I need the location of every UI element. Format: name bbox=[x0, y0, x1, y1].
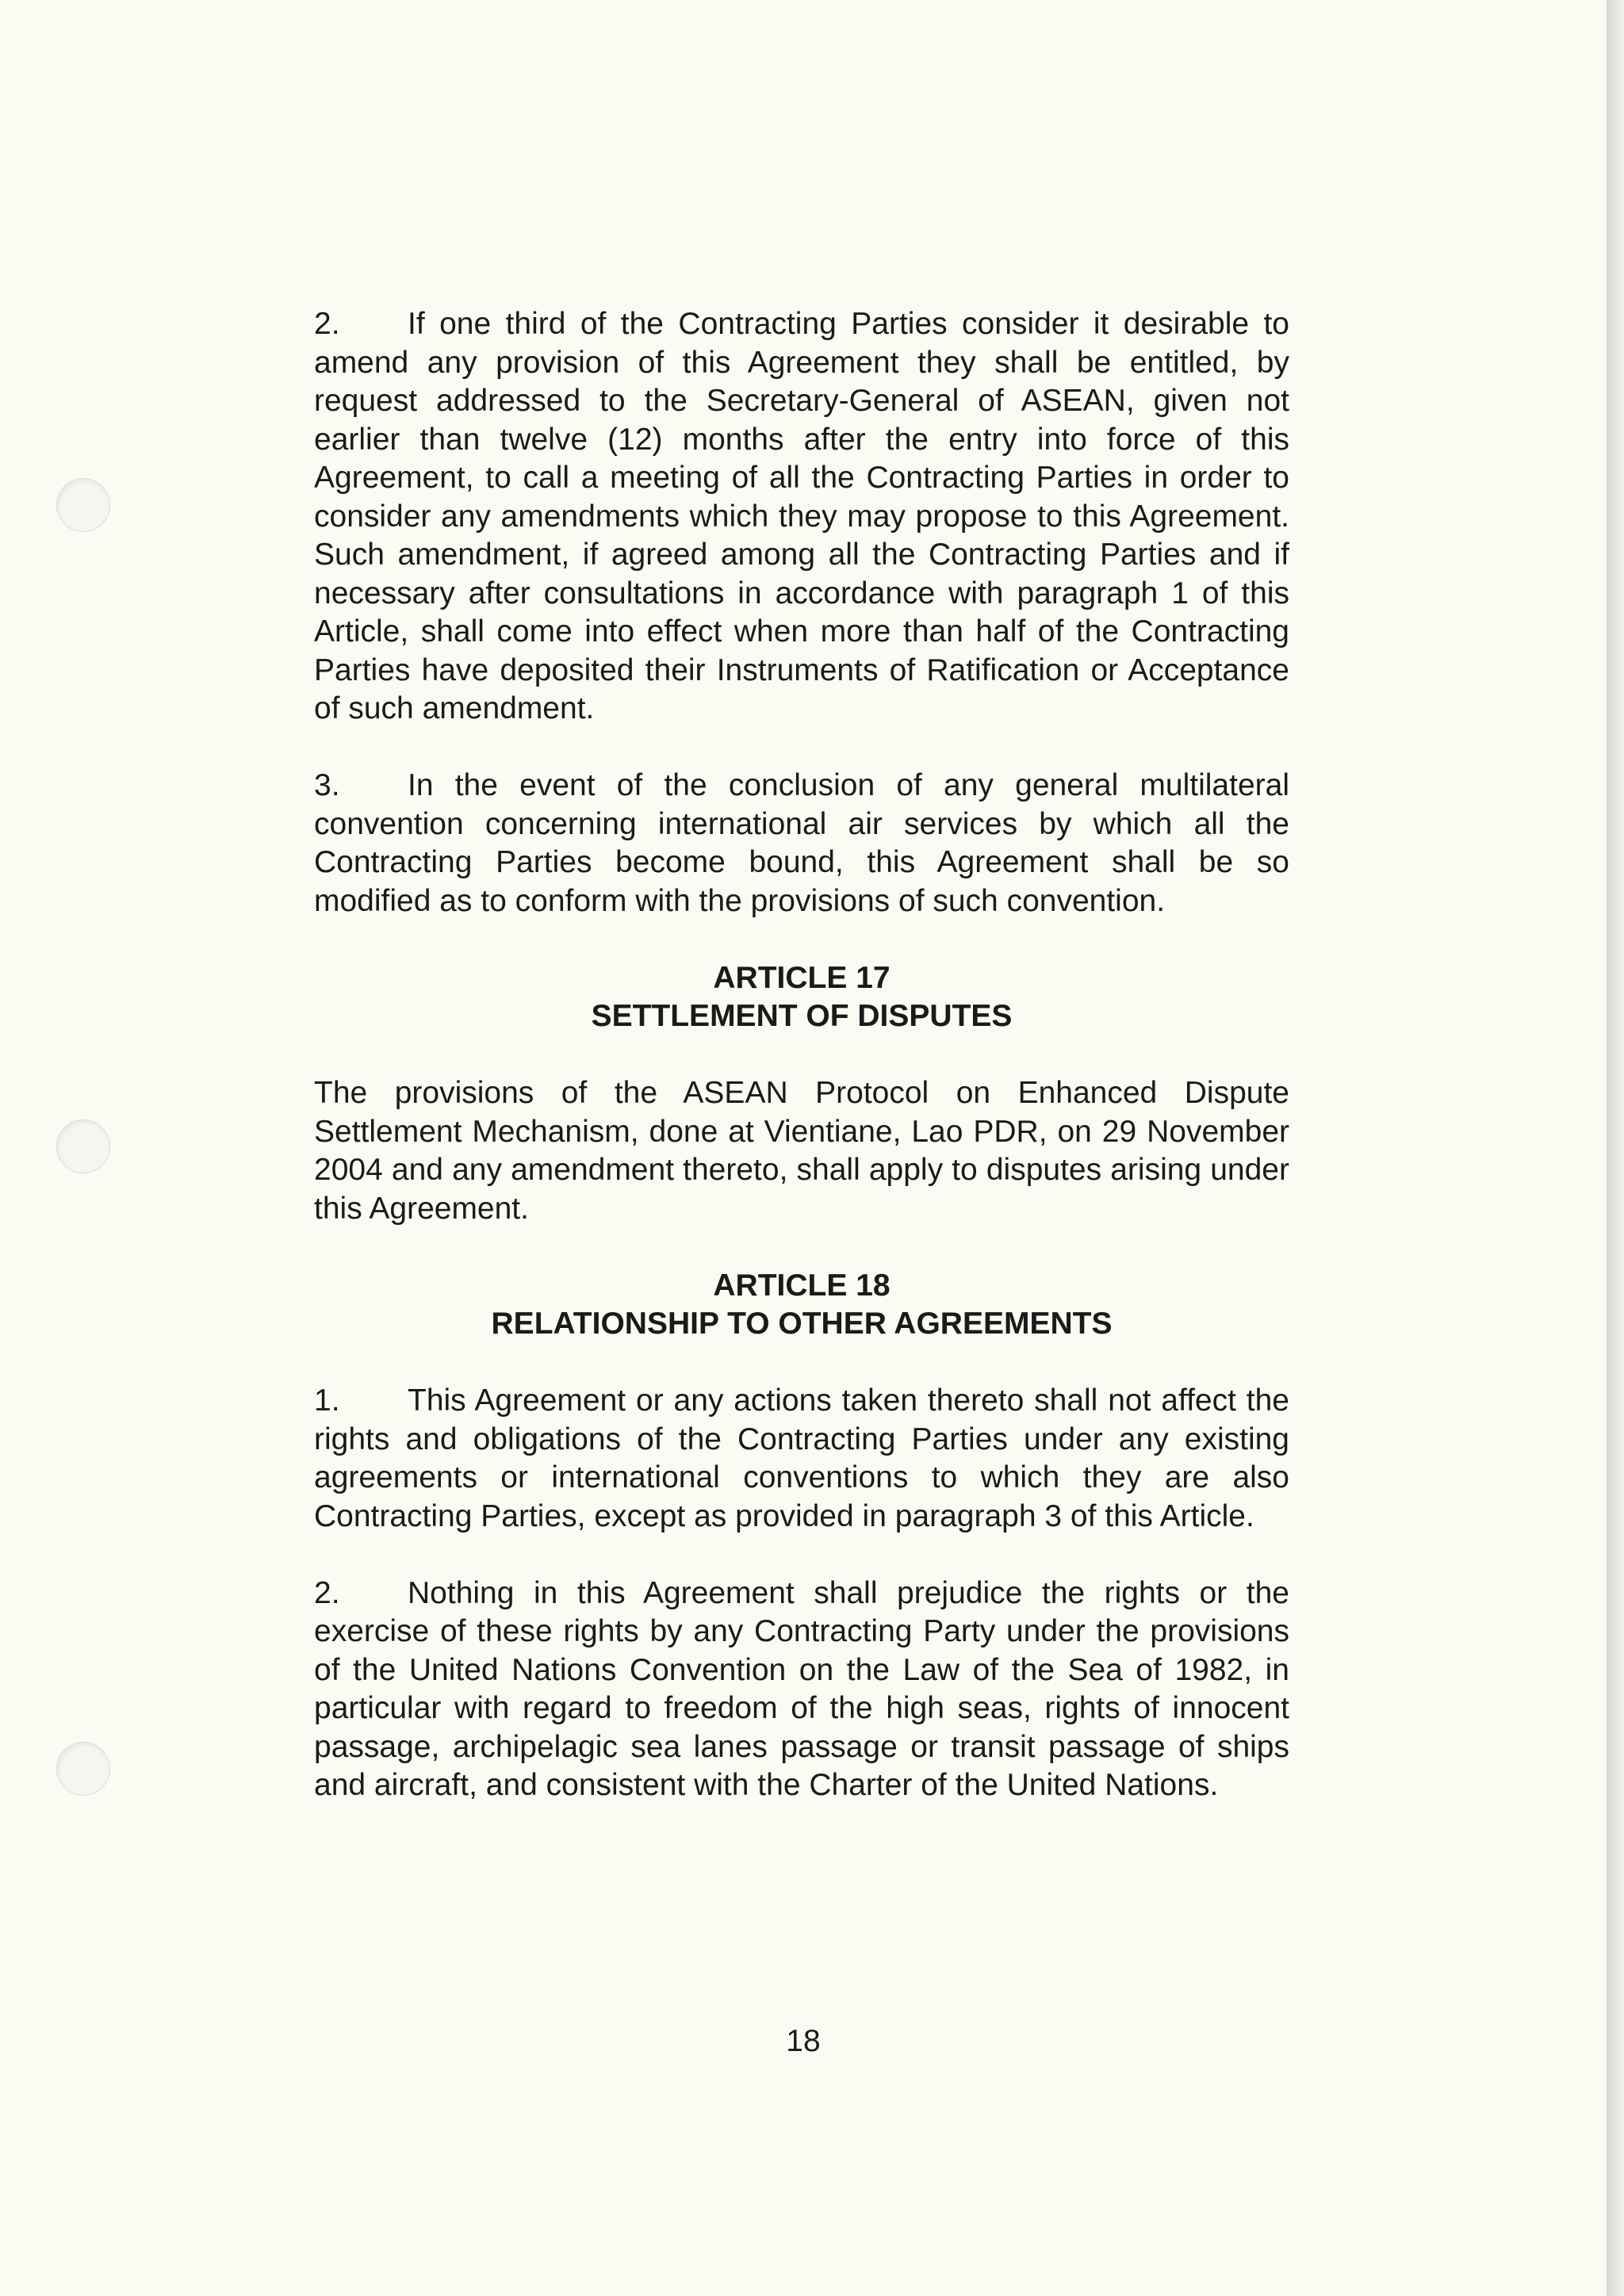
paragraph-text: If one third of the Contracting Parties consider it desirable to amend any provision of this Agreement they shall be entitled, by request addressed to the Secretary-General of ASEAN, given not earlier than twelve (12) months after the entry into force of this Agreement, to call a meeting of all the Contracting Parties in order to consider any amendments which they may propose to this Agreement. Such amendment, if agreed among all the Contracting Parties and if necessary after consultations in accordance with paragraph 1 of this Article, shall come into effect when more than half of the Contracting Parties have deposited their Instruments of Ratification or Acceptance of such amendment. bbox=[314, 307, 1289, 725]
article-number: ARTICLE 17 bbox=[713, 960, 891, 995]
paragraph-law-of-the-sea bbox=[314, 1575, 1289, 1805]
paragraph-number: 2. bbox=[314, 307, 340, 341]
paragraph-existing-agreements bbox=[314, 1382, 1289, 1536]
page-edge bbox=[1607, 0, 1624, 2296]
article-17-heading bbox=[314, 959, 1289, 1036]
paragraph-multilateral-convention bbox=[314, 767, 1289, 920]
article-number: ARTICLE 18 bbox=[713, 1268, 891, 1303]
paragraph-text: In the event of the conclusion of any general multilateral convention concerning international air services by which all the Contracting Parties become bound, this Agreement shall be so modified as to conform with the provisions of such convention. bbox=[314, 768, 1289, 918]
punch-hole bbox=[56, 478, 110, 532]
article-title: RELATIONSHIP TO OTHER AGREEMENTS bbox=[491, 1307, 1113, 1341]
paragraph-number: 2. bbox=[314, 1575, 340, 1610]
paragraph-text: This Agreement or any actions taken thereto shall not affect the rights and obligations of the Contracting Parties under any existing agreements or international conventions to which they are also Contracting Parties, except as provided in paragraph 3 of this Article. bbox=[314, 1383, 1289, 1533]
paragraph-number: 3. bbox=[314, 768, 340, 802]
paragraph-number: 1. bbox=[314, 1383, 340, 1418]
article-18-heading bbox=[314, 1267, 1289, 1344]
paragraph-text: The provisions of the ASEAN Protocol on Enhanced Dispute Settlement Mechanism, done at Vientiane, Lao PDR, on 29 November 2004 and any amendment thereto, shall apply to disputes arising under this Agreement. bbox=[314, 1076, 1289, 1226]
page-number: 18 bbox=[786, 2024, 821, 2058]
punch-hole bbox=[56, 1119, 110, 1173]
paragraph-text: Nothing in this Agreement shall prejudice the rights or the exercise of these rights by any Contracting Party under the provisions of the United Nations Convention on the Law of the Sea of 1982, in particular with regard to freedom of the high seas, rights of innocent passage, archipelagic sea lanes passage or transit passage of ships and aircraft, and consistent with the Charter of the United Nations. bbox=[314, 1575, 1289, 1802]
paragraph-settlement-of-disputes bbox=[314, 1074, 1289, 1228]
article-title: SETTLEMENT OF DISPUTES bbox=[591, 999, 1013, 1033]
document-body bbox=[314, 305, 1289, 1843]
paragraph-amendments bbox=[314, 305, 1289, 729]
punch-hole bbox=[56, 1742, 110, 1796]
